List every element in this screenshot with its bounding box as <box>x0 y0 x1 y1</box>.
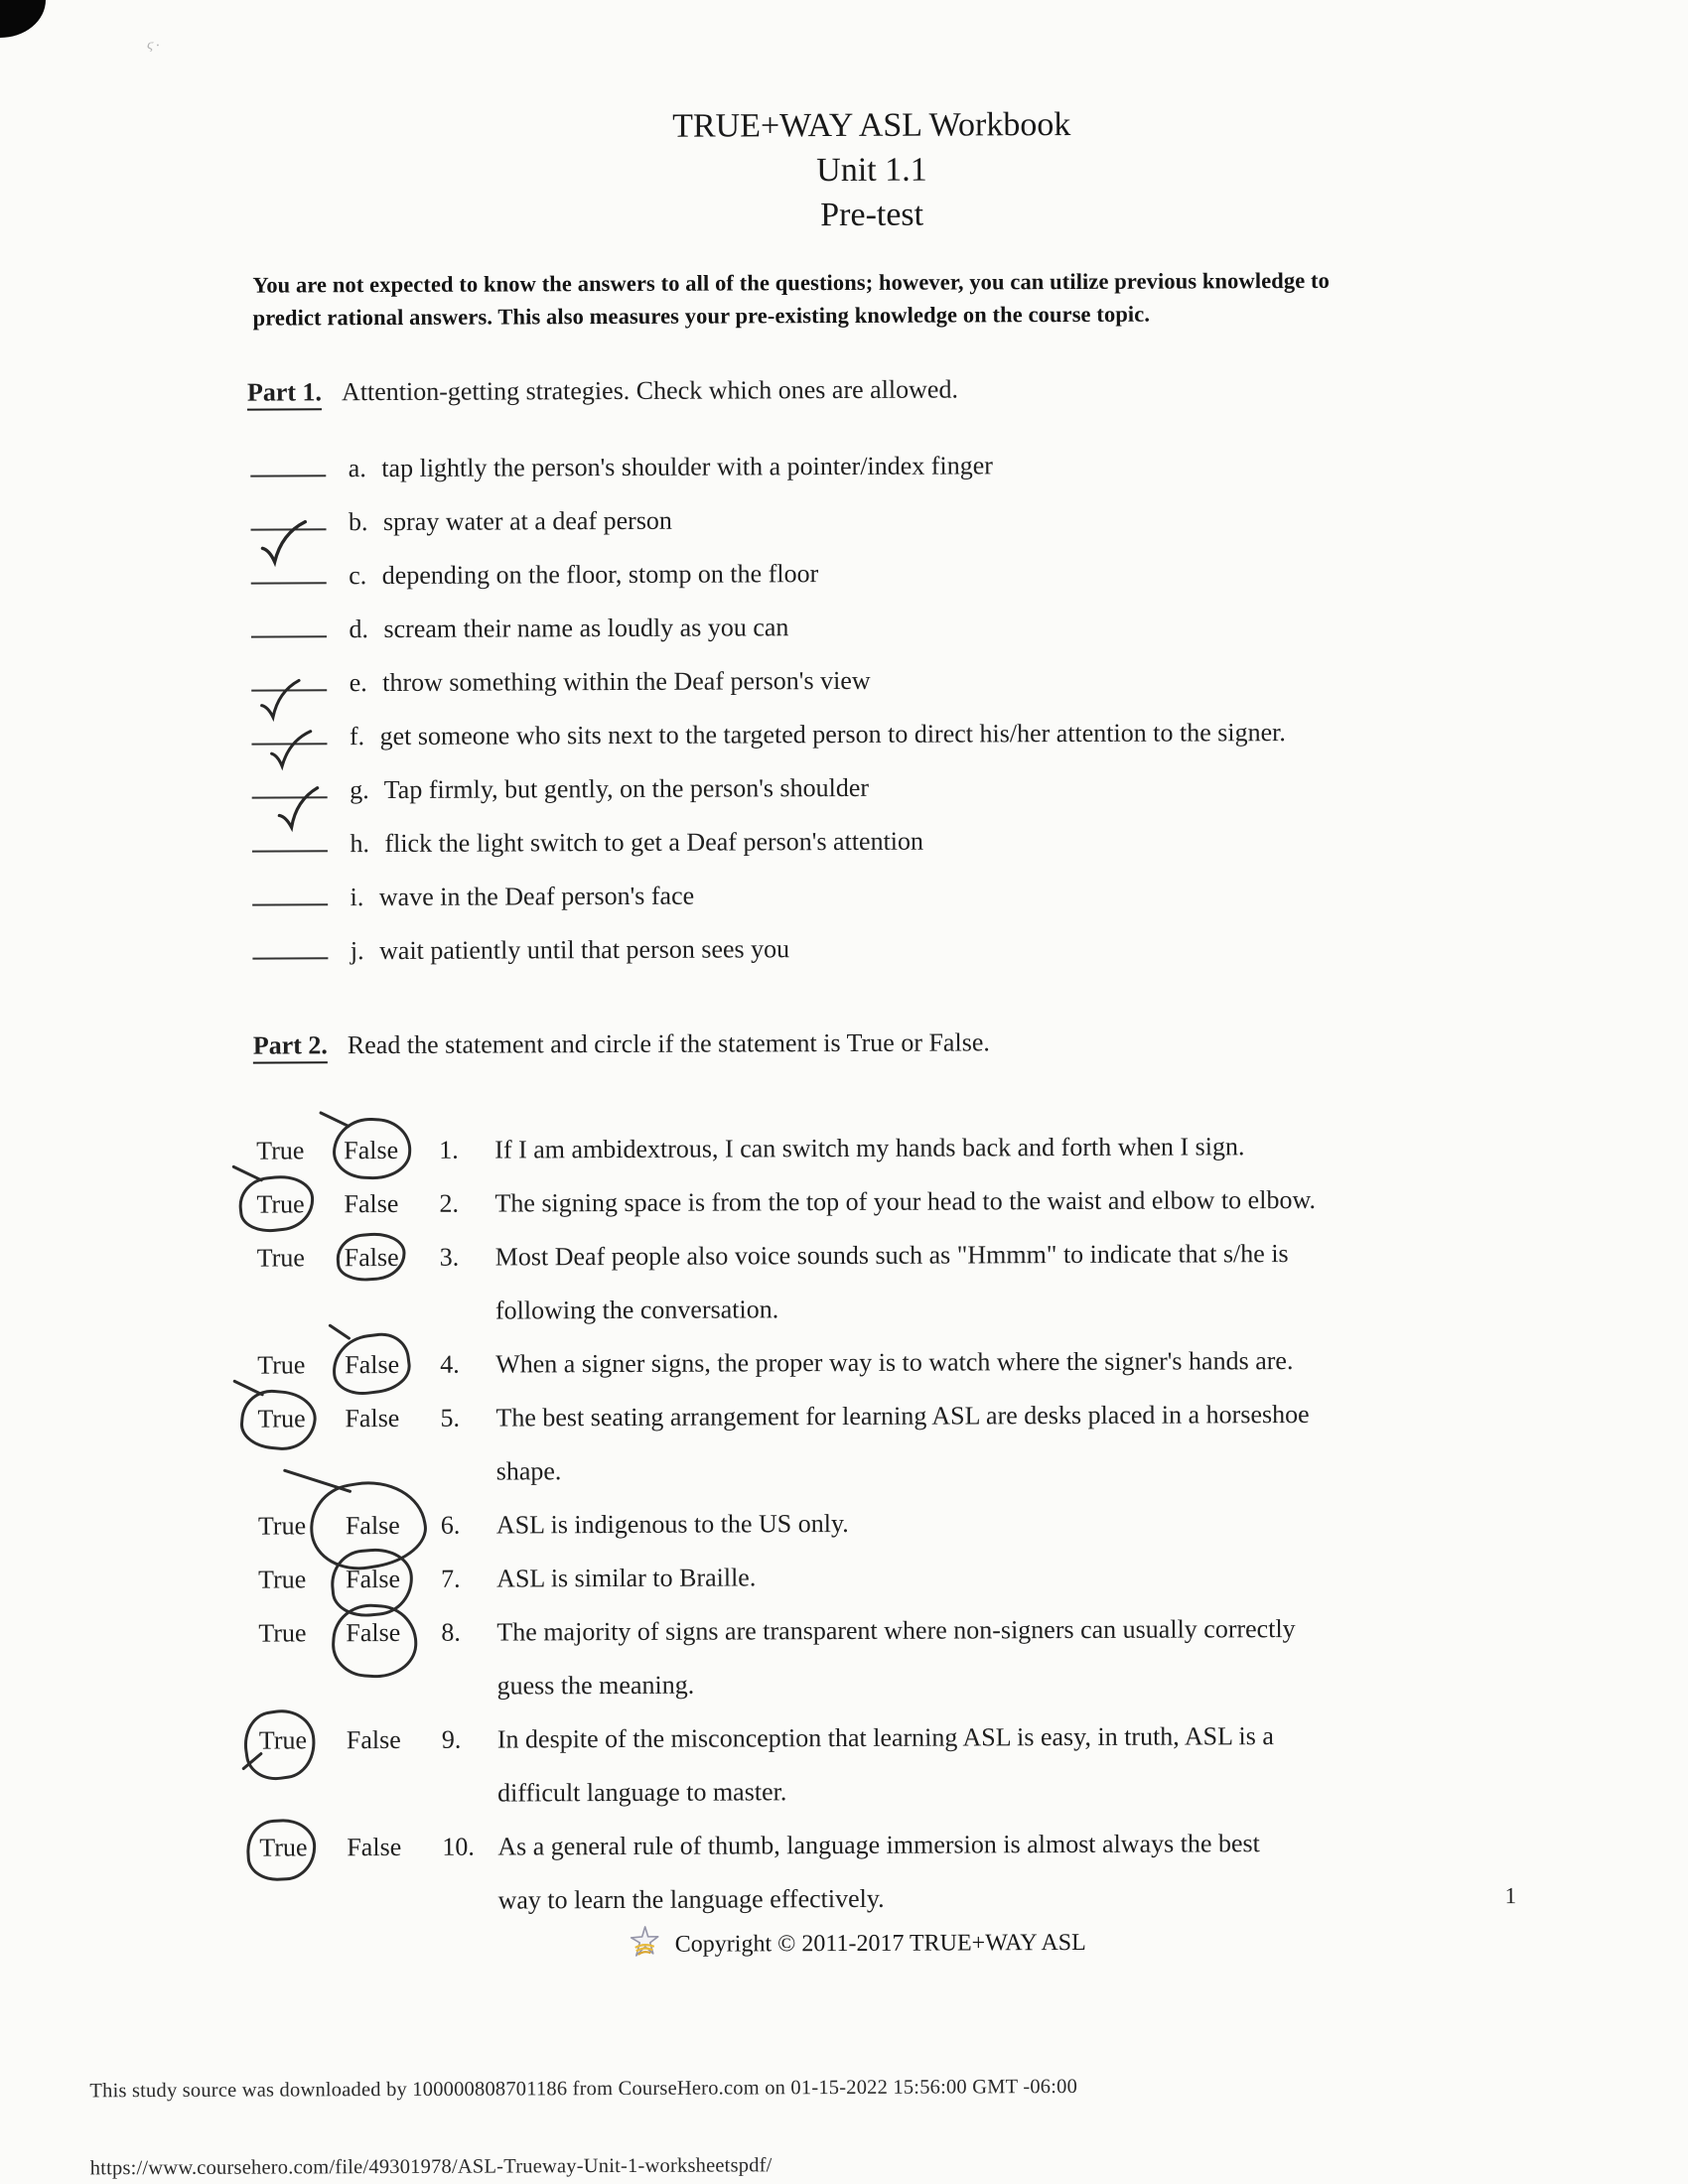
answer-blank-line <box>252 870 328 905</box>
false-column <box>344 1177 439 1231</box>
statement-line: difficult language to master. <box>497 1777 787 1808</box>
question-number: 9. <box>441 1724 462 1754</box>
answer-blank-line <box>251 602 327 637</box>
question-text <box>495 1334 1293 1392</box>
part1-item-row <box>251 544 1286 603</box>
true-column <box>257 1231 345 1285</box>
question-text <box>496 1551 756 1605</box>
item-letter: j. <box>350 936 364 966</box>
statement-line: The majority of signs are transparent where non-signers can usually correctly <box>496 1614 1296 1647</box>
item-text: tap lightly the person's shoulder with a pointer/index finger <box>381 451 993 483</box>
false-option: False <box>344 1188 399 1219</box>
unit-title: Unit 1.1 <box>816 151 927 190</box>
part1-item-row <box>252 866 1287 924</box>
item-text: scream their name as loudly as you can <box>383 613 789 644</box>
statement-line: shape. <box>495 1456 562 1486</box>
question-text <box>496 1497 849 1553</box>
item-letter: h. <box>350 829 369 859</box>
part1-label: Part 1. <box>247 377 322 410</box>
part1-item-row <box>250 437 1285 495</box>
false-column <box>346 1553 441 1606</box>
handwritten-checkmark <box>255 677 308 726</box>
part2-question-row <box>257 1388 1317 1500</box>
item-text: throw something within the Deaf person's view <box>382 665 871 698</box>
item-text: wait patiently until that person sees you <box>379 934 790 966</box>
statement-line: The best seating arrangement for learning ASL are desks placed in a horseshoe <box>495 1399 1310 1433</box>
item-letter: a. <box>348 454 366 483</box>
part2-question-row <box>257 1227 1317 1339</box>
part2-question-row <box>258 1495 1318 1554</box>
part2-question-row <box>257 1334 1317 1393</box>
true-option: True <box>256 1177 304 1231</box>
true-option: True <box>258 1618 307 1648</box>
statement-line: way to learn the language effectively. <box>497 1883 885 1915</box>
true-column <box>259 1821 347 1874</box>
statement-line: In despite of the misconception that learning ASL is easy, in truth, ASL is a <box>496 1721 1274 1754</box>
part1-item-row <box>251 598 1286 656</box>
question-text <box>497 1817 1260 1927</box>
false-option: False <box>345 1338 399 1392</box>
answer-blank-line <box>250 441 326 477</box>
answer-blank-line <box>252 923 328 959</box>
true-column <box>256 1177 344 1231</box>
part2-question-row <box>259 1817 1319 1929</box>
part2-list <box>256 1120 1319 1929</box>
true-option: True <box>258 1565 307 1594</box>
false-column <box>345 1392 440 1445</box>
statement-line: Most Deaf people also voice sounds such as "Hmmm" to indicate that s/he is <box>494 1239 1289 1272</box>
intro-paragraph <box>252 264 1330 335</box>
true-option: True <box>256 1243 305 1273</box>
statement-line: ASL is indigenous to the US only. <box>495 1508 849 1540</box>
part1-item-row <box>252 758 1287 817</box>
item-letter: e. <box>349 668 367 698</box>
false-column <box>346 1499 441 1553</box>
question-number: 10. <box>442 1832 475 1861</box>
part1-list <box>250 437 1287 978</box>
question-number: 3. <box>439 1242 460 1272</box>
copyright-row <box>630 1923 1086 1966</box>
statement-line: following the conversation. <box>494 1295 779 1325</box>
item-letter: i. <box>350 883 364 912</box>
question-text <box>494 1120 1244 1176</box>
item-letter: f. <box>349 722 365 751</box>
item-text: spray water at a deaf person <box>382 505 672 537</box>
star-logo-icon <box>630 1925 661 1966</box>
part1-item-row <box>251 705 1286 763</box>
true-option: True <box>257 1511 307 1541</box>
pretest-title: Pre-test <box>820 196 924 234</box>
true-column <box>256 1124 344 1177</box>
false-option: False <box>345 1231 399 1285</box>
true-column <box>259 1713 347 1767</box>
part1-heading <box>247 374 958 410</box>
item-letter: c. <box>349 561 367 591</box>
question-text <box>495 1227 1289 1337</box>
false-option: False <box>344 1124 398 1177</box>
statement-line: The signing space is from the top of your head to the waist and elbow to elbow. <box>494 1184 1317 1218</box>
question-text <box>496 1602 1296 1713</box>
question-number: 5. <box>440 1403 460 1433</box>
true-option: True <box>257 1392 305 1445</box>
true-column <box>257 1392 345 1445</box>
item-text: flick the light switch to get a Deaf person's attention <box>384 826 924 859</box>
item-text: Tap firmly, but gently, on the person's shoulder <box>383 772 870 805</box>
false-option: False <box>346 1606 400 1660</box>
part2-question-row <box>259 1709 1319 1822</box>
question-text <box>495 1388 1310 1499</box>
part1-item-row <box>252 919 1287 978</box>
item-letter: d. <box>349 614 369 644</box>
false-option: False <box>346 1724 401 1755</box>
part2-question-row <box>256 1173 1316 1232</box>
false-column <box>344 1124 439 1177</box>
statement-line: ASL is similar to Braille. <box>496 1563 757 1593</box>
part2-instructions: Read the statement and circle if the statement is True or False. <box>347 1027 990 1060</box>
question-text <box>494 1173 1316 1231</box>
part2-heading <box>253 1027 990 1063</box>
title-block <box>0 99 1684 240</box>
part2-question-row <box>258 1602 1318 1714</box>
copyright-text: Copyright © 2011-2017 TRUE+WAY ASL <box>674 1929 1086 1958</box>
source-url: https://www.coursehero.com/file/49301978/ASL-Trueway-Unit-1-worksheetspdf/ <box>89 2154 773 2180</box>
statement-line: If I am ambidextrous, I can switch my hands back and forth when I sign. <box>494 1132 1245 1164</box>
question-number: 6. <box>440 1510 461 1540</box>
true-option: True <box>256 1136 305 1165</box>
false-option: False <box>345 1403 400 1433</box>
question-text <box>497 1709 1274 1820</box>
question-number: 7. <box>441 1564 461 1593</box>
part2-label: Part 2. <box>253 1030 328 1063</box>
false-column <box>345 1231 440 1285</box>
part1-item-row <box>252 812 1287 871</box>
statement-line: As a general rule of thumb, language immersion is almost always the best <box>497 1829 1260 1861</box>
item-letter: g. <box>350 775 369 805</box>
intro-line-2: predict rational answers. This also measures your pre-existing knowledge on the course topic. <box>252 301 1151 331</box>
part1-instructions: Attention-getting strategies. Check which ones are allowed. <box>341 374 959 407</box>
true-column <box>257 1338 345 1392</box>
item-text: get someone who sits next to the targeted person to direct his/her attention to the signer. <box>379 718 1286 751</box>
true-option: True <box>257 1350 306 1380</box>
false-column <box>346 1606 441 1660</box>
false-column <box>345 1338 440 1392</box>
false-column <box>347 1821 442 1874</box>
part2-question-row <box>258 1549 1318 1607</box>
question-number: 4. <box>440 1349 460 1379</box>
workbook-title: TRUE+WAY ASL Workbook <box>672 105 1071 145</box>
false-option: False <box>346 1499 400 1553</box>
question-number: 2. <box>439 1188 460 1218</box>
download-attribution: This study source was downloaded by 100000808701186 from CourseHero.com on 01-15-2022 15:56:00 GMT -06:00 <box>89 2075 1078 2103</box>
scan-artifact-mark: ϛ· <box>146 37 164 55</box>
item-text: depending on the floor, stomp on the floor <box>381 559 819 591</box>
statement-line: When a signer signs, the proper way is to watch where the signer's hands are. <box>495 1346 1294 1379</box>
false-column <box>347 1713 442 1767</box>
part1-item-row <box>251 651 1286 710</box>
question-number: 1. <box>439 1135 459 1164</box>
true-option: True <box>259 1821 307 1874</box>
part1-item-row <box>250 490 1285 549</box>
false-option: False <box>347 1832 402 1862</box>
intro-line-1: You are not expected to know the answers to all of the questions; however, you can utilize previous knowledge to <box>252 267 1331 298</box>
statement-line: guess the meaning. <box>496 1670 695 1701</box>
question-number: 8. <box>441 1617 461 1647</box>
item-letter: b. <box>348 507 368 537</box>
page-number: 1 <box>1504 1883 1517 1909</box>
false-option: False <box>346 1553 400 1606</box>
item-text: wave in the Deaf person's face <box>378 881 695 912</box>
handwritten-checkmark <box>267 728 317 773</box>
true-option: True <box>259 1713 307 1767</box>
part2-question-row <box>256 1120 1316 1178</box>
handwritten-checkmark <box>256 518 313 571</box>
handwritten-checkmark <box>272 784 329 837</box>
